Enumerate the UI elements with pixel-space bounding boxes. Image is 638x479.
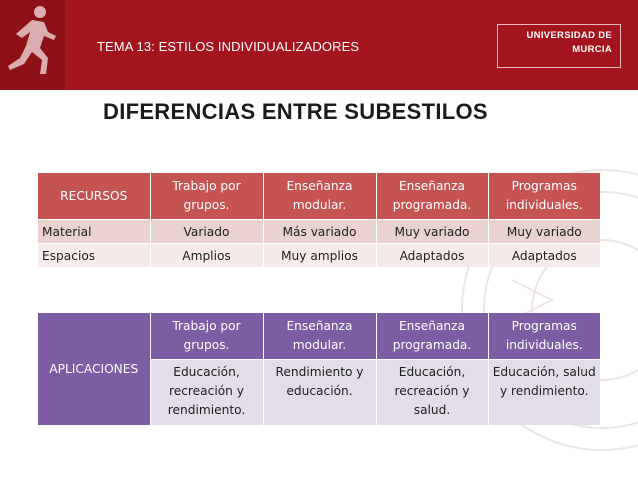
table-cell: Muy variado [488,220,600,244]
header-trabajo-por-grupos: Trabajo por grupos. [150,313,263,360]
header-ensenanza-programada: Enseñanza programada. [376,173,488,220]
table-cell: Variado [150,220,263,244]
table-cell: Educación, salud y rendimiento. [488,360,600,426]
table-cell: Muy variado [376,220,488,244]
topic-label: TEMA 13: ESTILOS INDIVIDUALIZADORES [97,39,360,54]
university-name-line2: MURCIA [572,44,612,55]
table-cell: Educación, recreación y salud. [376,360,488,426]
table-cell: Educación, recreación y rendimiento. [150,360,263,426]
table-cell: Amplios [150,244,263,268]
recursos-header-row [38,173,600,220]
table-row [38,220,600,244]
table-cell: Adaptados [376,244,488,268]
page-title: DIFERENCIAS ENTRE SUBESTILOS [103,99,488,124]
table-cell: Adaptados [488,244,600,268]
row-label: Espacios [38,244,150,268]
runner-icon [2,2,64,88]
runner-logo [0,0,65,90]
header-trabajo-por-grupos: Trabajo por grupos. [150,173,263,220]
header-ensenanza-programada: Enseñanza programada. [376,313,488,360]
recursos-table [38,173,600,267]
table-row [38,244,600,268]
table-cell: Más variado [263,220,376,244]
aplicaciones-label: APLICACIONES [38,313,150,425]
university-logo [497,24,621,68]
row-label: Material [38,220,150,244]
header-ensenanza-modular: Enseñanza modular. [263,173,376,220]
table-cell: Muy amplios [263,244,376,268]
aplicaciones-header-row [38,313,600,360]
header-ensenanza-modular: Enseñanza modular. [263,313,376,360]
header-programas-individuales: Programas individuales. [488,173,600,220]
aplicaciones-table [38,313,600,425]
table-cell: Rendimiento y educación. [263,360,376,426]
header-programas-individuales: Programas individuales. [488,313,600,360]
header-recursos: RECURSOS [38,173,150,220]
header-band [0,0,638,90]
university-name-line1: UNIVERSIDAD DE [526,30,612,41]
